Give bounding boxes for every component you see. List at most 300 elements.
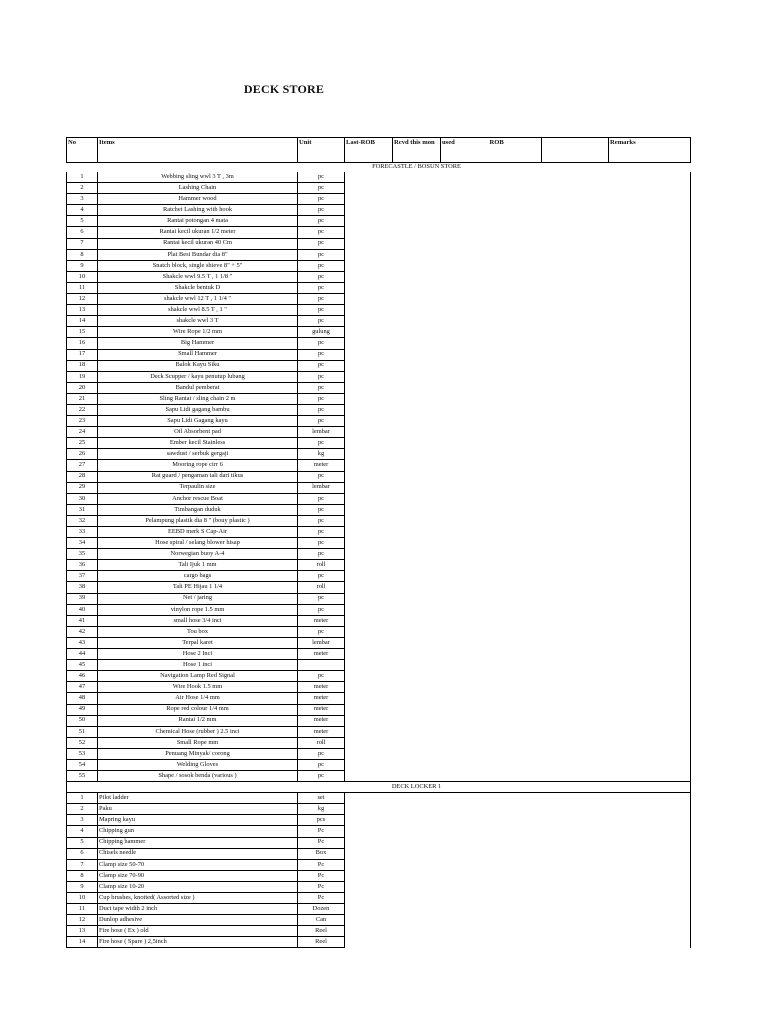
row-item: Oil Absorbent pad xyxy=(98,427,298,438)
row-rcvd xyxy=(393,582,441,593)
table-row xyxy=(67,626,691,637)
row-used xyxy=(441,815,489,826)
row-used xyxy=(441,538,489,549)
row-used xyxy=(441,227,489,238)
row-rob xyxy=(489,549,542,560)
table-row xyxy=(67,371,691,382)
row-rob xyxy=(489,649,542,660)
row-last-rob xyxy=(345,538,393,549)
header-items: Items xyxy=(98,138,298,163)
row-item: Terpaulin size xyxy=(98,482,298,493)
row-number: 35 xyxy=(67,549,98,560)
row-number: 30 xyxy=(67,493,98,504)
row-item: vinylon rope 1.5 mm xyxy=(98,604,298,615)
row-used xyxy=(441,382,489,393)
row-number: 21 xyxy=(67,393,98,404)
row-rob xyxy=(489,937,542,948)
table-row xyxy=(67,227,691,238)
header-used: used xyxy=(441,138,489,163)
row-remarks xyxy=(609,393,691,404)
table-row xyxy=(67,471,691,482)
row-number: 25 xyxy=(67,438,98,449)
row-remarks xyxy=(609,893,691,904)
row-blank xyxy=(542,271,609,282)
table-row xyxy=(67,349,691,360)
row-rcvd xyxy=(393,660,441,671)
row-last-rob xyxy=(345,416,393,427)
row-rob xyxy=(489,427,542,438)
section-header-row xyxy=(67,163,691,173)
row-unit: pc xyxy=(298,349,345,360)
row-used xyxy=(441,671,489,682)
row-used xyxy=(441,194,489,205)
table-row xyxy=(67,604,691,615)
row-number: 46 xyxy=(67,671,98,682)
row-item: Clamp size 50-70 xyxy=(98,859,298,870)
row-rob xyxy=(489,671,542,682)
row-used xyxy=(441,282,489,293)
table-row xyxy=(67,560,691,571)
row-rcvd xyxy=(393,382,441,393)
row-blank xyxy=(542,759,609,770)
row-remarks xyxy=(609,482,691,493)
row-used xyxy=(441,615,489,626)
row-unit: pc xyxy=(298,748,345,759)
row-used xyxy=(441,937,489,948)
row-number: 5 xyxy=(67,216,98,227)
row-rob xyxy=(489,371,542,382)
row-rob xyxy=(489,471,542,482)
row-number: 33 xyxy=(67,527,98,538)
row-rcvd xyxy=(393,438,441,449)
row-last-rob xyxy=(345,649,393,660)
row-unit: pc xyxy=(298,382,345,393)
row-used xyxy=(441,460,489,471)
row-used xyxy=(441,360,489,371)
row-remarks xyxy=(609,815,691,826)
row-item: Ember kecil Stainless xyxy=(98,438,298,449)
row-remarks xyxy=(609,870,691,881)
row-last-rob xyxy=(345,549,393,560)
row-rob xyxy=(489,915,542,926)
header-last-rob: Last-ROB xyxy=(345,138,393,163)
row-item: Shakcle wwl 9.5 T , 1 1/8 " xyxy=(98,271,298,282)
row-last-rob xyxy=(345,804,393,815)
row-remarks xyxy=(609,560,691,571)
row-rob xyxy=(489,438,542,449)
row-unit: pc xyxy=(298,538,345,549)
row-item: Small Hammer xyxy=(98,349,298,360)
row-rob xyxy=(489,404,542,415)
row-blank xyxy=(542,338,609,349)
row-remarks xyxy=(609,305,691,316)
row-rob xyxy=(489,848,542,859)
row-blank xyxy=(542,360,609,371)
header-rob: ROB xyxy=(489,138,542,163)
row-item: Duct tape width 2 inch xyxy=(98,904,298,915)
row-rcvd xyxy=(393,460,441,471)
table-header-row xyxy=(67,138,691,163)
row-unit: pc xyxy=(298,549,345,560)
row-used xyxy=(441,826,489,837)
row-used xyxy=(441,482,489,493)
row-rob xyxy=(489,859,542,870)
table-row xyxy=(67,515,691,526)
row-number: 52 xyxy=(67,737,98,748)
row-remarks xyxy=(609,338,691,349)
row-last-rob xyxy=(345,382,393,393)
row-number: 39 xyxy=(67,593,98,604)
row-number: 26 xyxy=(67,449,98,460)
row-rob xyxy=(489,826,542,837)
row-remarks xyxy=(609,737,691,748)
row-item: Mapring kayu xyxy=(98,815,298,826)
row-last-rob xyxy=(345,260,393,271)
row-unit: pc xyxy=(298,493,345,504)
row-used xyxy=(441,471,489,482)
table-row xyxy=(67,449,691,460)
row-remarks xyxy=(609,460,691,471)
table-row xyxy=(67,527,691,538)
row-rcvd xyxy=(393,416,441,427)
table-row xyxy=(67,327,691,338)
table-row xyxy=(67,615,691,626)
row-rob xyxy=(489,682,542,693)
row-item: Rat guard / pengaman tali dari tikus xyxy=(98,471,298,482)
row-last-rob xyxy=(345,471,393,482)
row-unit: roll xyxy=(298,582,345,593)
row-unit: pc xyxy=(298,172,345,183)
row-item: Wire Hook 1.5 mm xyxy=(98,682,298,693)
row-unit: pc xyxy=(298,626,345,637)
row-rcvd xyxy=(393,560,441,571)
row-used xyxy=(441,593,489,604)
row-rob xyxy=(489,704,542,715)
row-unit: meter xyxy=(298,726,345,737)
section-spacer xyxy=(67,782,345,793)
row-blank xyxy=(542,427,609,438)
row-used xyxy=(441,183,489,194)
row-number: 22 xyxy=(67,404,98,415)
row-remarks xyxy=(609,327,691,338)
row-unit: meter xyxy=(298,615,345,626)
table-row xyxy=(67,649,691,660)
row-blank xyxy=(542,671,609,682)
row-used xyxy=(441,449,489,460)
row-remarks xyxy=(609,693,691,704)
row-unit: Can xyxy=(298,915,345,926)
row-number: 3 xyxy=(67,194,98,205)
row-number: 34 xyxy=(67,538,98,549)
row-blank xyxy=(542,748,609,759)
row-unit: pc xyxy=(298,771,345,782)
row-blank xyxy=(542,249,609,260)
row-unit: pc xyxy=(298,604,345,615)
row-rcvd xyxy=(393,904,441,915)
row-number: 27 xyxy=(67,460,98,471)
row-rcvd xyxy=(393,815,441,826)
row-item: Lashing Chain xyxy=(98,183,298,194)
row-rcvd xyxy=(393,881,441,892)
row-used xyxy=(441,515,489,526)
row-blank xyxy=(542,649,609,660)
row-used xyxy=(441,438,489,449)
row-rob xyxy=(489,870,542,881)
row-number: 8 xyxy=(67,870,98,881)
row-used xyxy=(441,759,489,770)
row-last-rob xyxy=(345,271,393,282)
row-used xyxy=(441,804,489,815)
row-blank xyxy=(542,593,609,604)
table-row xyxy=(67,926,691,937)
row-rcvd xyxy=(393,504,441,515)
row-remarks xyxy=(609,626,691,637)
row-remarks xyxy=(609,382,691,393)
row-last-rob xyxy=(345,881,393,892)
row-remarks xyxy=(609,416,691,427)
row-rob xyxy=(489,793,542,804)
row-remarks xyxy=(609,504,691,515)
table-row xyxy=(67,848,691,859)
row-item: Rantai 1/2 mm xyxy=(98,715,298,726)
row-used xyxy=(441,693,489,704)
row-rcvd xyxy=(393,327,441,338)
row-number: 32 xyxy=(67,515,98,526)
row-blank xyxy=(542,349,609,360)
row-last-rob xyxy=(345,205,393,216)
row-last-rob xyxy=(345,305,393,316)
row-rob xyxy=(489,515,542,526)
row-rcvd xyxy=(393,604,441,615)
row-last-rob xyxy=(345,615,393,626)
row-remarks xyxy=(609,515,691,526)
table-row xyxy=(67,305,691,316)
row-used xyxy=(441,715,489,726)
row-blank xyxy=(542,549,609,560)
row-last-rob xyxy=(345,515,393,526)
row-unit: pc xyxy=(298,238,345,249)
row-item: Ratchet Lashing with hook xyxy=(98,205,298,216)
row-rob xyxy=(489,172,542,183)
row-last-rob xyxy=(345,294,393,305)
row-remarks xyxy=(609,671,691,682)
section-header-row xyxy=(67,782,691,793)
row-blank xyxy=(542,183,609,194)
row-unit: pc xyxy=(298,194,345,205)
row-remarks xyxy=(609,371,691,382)
section-forecastle-label: FORECASTLE / BOSUN STORE xyxy=(372,163,461,171)
row-remarks xyxy=(609,183,691,194)
row-rcvd xyxy=(393,260,441,271)
row-item: Sapu Lidi gagang bambu xyxy=(98,404,298,415)
row-rob xyxy=(489,294,542,305)
row-blank xyxy=(542,771,609,782)
row-rcvd xyxy=(393,704,441,715)
table-row xyxy=(67,881,691,892)
row-used xyxy=(441,748,489,759)
row-last-rob xyxy=(345,427,393,438)
table-row xyxy=(67,504,691,515)
row-number: 12 xyxy=(67,915,98,926)
table-row xyxy=(67,205,691,216)
row-last-rob xyxy=(345,926,393,937)
row-last-rob xyxy=(345,937,393,948)
row-item: Rantai kecil ukuran 1/2 meter xyxy=(98,227,298,238)
row-last-rob xyxy=(345,349,393,360)
row-item: Snatch block, single shieve 8" + 5" xyxy=(98,260,298,271)
row-last-rob xyxy=(345,571,393,582)
row-rob xyxy=(489,249,542,260)
row-last-rob xyxy=(345,637,393,648)
row-rob xyxy=(489,881,542,892)
row-rob xyxy=(489,571,542,582)
table-row xyxy=(67,748,691,759)
row-item: Fire hose ( Ex ) old xyxy=(98,926,298,937)
row-used xyxy=(441,926,489,937)
row-blank xyxy=(542,260,609,271)
row-rcvd xyxy=(393,649,441,660)
row-item: Wire Rope 1/2 mm xyxy=(98,327,298,338)
row-used xyxy=(441,327,489,338)
row-item: Plat Besi Bundar dia 8" xyxy=(98,249,298,260)
row-number: 4 xyxy=(67,205,98,216)
row-used xyxy=(441,504,489,515)
row-item: Tou box xyxy=(98,626,298,637)
row-last-rob xyxy=(345,826,393,837)
row-unit: Pc xyxy=(298,870,345,881)
row-blank xyxy=(542,449,609,460)
row-remarks xyxy=(609,926,691,937)
row-remarks xyxy=(609,238,691,249)
row-item: Hammer wood xyxy=(98,194,298,205)
table-row xyxy=(67,438,691,449)
row-rob xyxy=(489,759,542,770)
row-item: Norwegian buoy A-4 xyxy=(98,549,298,560)
row-blank xyxy=(542,227,609,238)
row-number: 12 xyxy=(67,294,98,305)
row-rcvd xyxy=(393,771,441,782)
row-number: 38 xyxy=(67,582,98,593)
row-rob xyxy=(489,726,542,737)
row-blank xyxy=(542,205,609,216)
row-number: 8 xyxy=(67,249,98,260)
row-number: 16 xyxy=(67,338,98,349)
table-row xyxy=(67,238,691,249)
row-used xyxy=(441,404,489,415)
row-blank xyxy=(542,737,609,748)
row-last-rob xyxy=(345,404,393,415)
row-blank xyxy=(542,848,609,859)
row-item: Mooring rope cirr 6 xyxy=(98,460,298,471)
table-row xyxy=(67,693,691,704)
row-blank xyxy=(542,216,609,227)
row-rcvd xyxy=(393,271,441,282)
row-item: EEBD merk S Cap-Air xyxy=(98,527,298,538)
row-number: 49 xyxy=(67,704,98,715)
header-no: No xyxy=(67,138,98,163)
row-last-rob xyxy=(345,660,393,671)
row-remarks xyxy=(609,726,691,737)
table-row xyxy=(67,682,691,693)
row-used xyxy=(441,626,489,637)
table-row xyxy=(67,815,691,826)
row-remarks xyxy=(609,637,691,648)
row-last-rob xyxy=(345,371,393,382)
row-number: 20 xyxy=(67,382,98,393)
row-rob xyxy=(489,449,542,460)
row-blank xyxy=(542,926,609,937)
row-rcvd xyxy=(393,737,441,748)
row-unit: pc xyxy=(298,404,345,415)
row-rcvd xyxy=(393,693,441,704)
row-rob xyxy=(489,637,542,648)
table-row xyxy=(67,416,691,427)
row-unit: lembar xyxy=(298,637,345,648)
row-item: Clamp size 10-20 xyxy=(98,881,298,892)
row-rcvd xyxy=(393,893,441,904)
row-unit: pc xyxy=(298,260,345,271)
row-blank xyxy=(542,826,609,837)
row-blank xyxy=(542,460,609,471)
row-unit: pcs xyxy=(298,815,345,826)
row-number: 18 xyxy=(67,360,98,371)
table-row xyxy=(67,338,691,349)
row-blank xyxy=(542,582,609,593)
row-unit: pc xyxy=(298,338,345,349)
row-last-rob xyxy=(345,793,393,804)
table-row xyxy=(67,183,691,194)
row-blank xyxy=(542,893,609,904)
row-last-rob xyxy=(345,682,393,693)
row-remarks xyxy=(609,271,691,282)
row-number: 51 xyxy=(67,726,98,737)
row-unit: meter xyxy=(298,682,345,693)
row-remarks xyxy=(609,216,691,227)
row-rob xyxy=(489,904,542,915)
row-number: 2 xyxy=(67,804,98,815)
row-item: shakcle wwl 3 T xyxy=(98,316,298,327)
row-blank xyxy=(542,527,609,538)
row-unit: pc xyxy=(298,282,345,293)
row-rob xyxy=(489,604,542,615)
row-number: 42 xyxy=(67,626,98,637)
row-unit: Reel xyxy=(298,926,345,937)
row-unit: lembar xyxy=(298,427,345,438)
row-blank xyxy=(542,915,609,926)
table-row xyxy=(67,172,691,183)
table-row xyxy=(67,904,691,915)
row-rcvd xyxy=(393,804,441,815)
table-row xyxy=(67,316,691,327)
row-remarks xyxy=(609,427,691,438)
row-blank xyxy=(542,504,609,515)
row-number: 31 xyxy=(67,504,98,515)
row-unit: pc xyxy=(298,593,345,604)
row-rob xyxy=(489,238,542,249)
row-rob xyxy=(489,271,542,282)
row-item: Cup brushes, knotted( Assorted size ) xyxy=(98,893,298,904)
row-blank xyxy=(542,515,609,526)
row-used xyxy=(441,549,489,560)
row-unit: Pc xyxy=(298,859,345,870)
row-unit: gulung xyxy=(298,327,345,338)
row-blank xyxy=(542,804,609,815)
row-used xyxy=(441,571,489,582)
row-rcvd xyxy=(393,393,441,404)
row-rcvd xyxy=(393,360,441,371)
row-blank xyxy=(542,194,609,205)
row-used xyxy=(441,271,489,282)
